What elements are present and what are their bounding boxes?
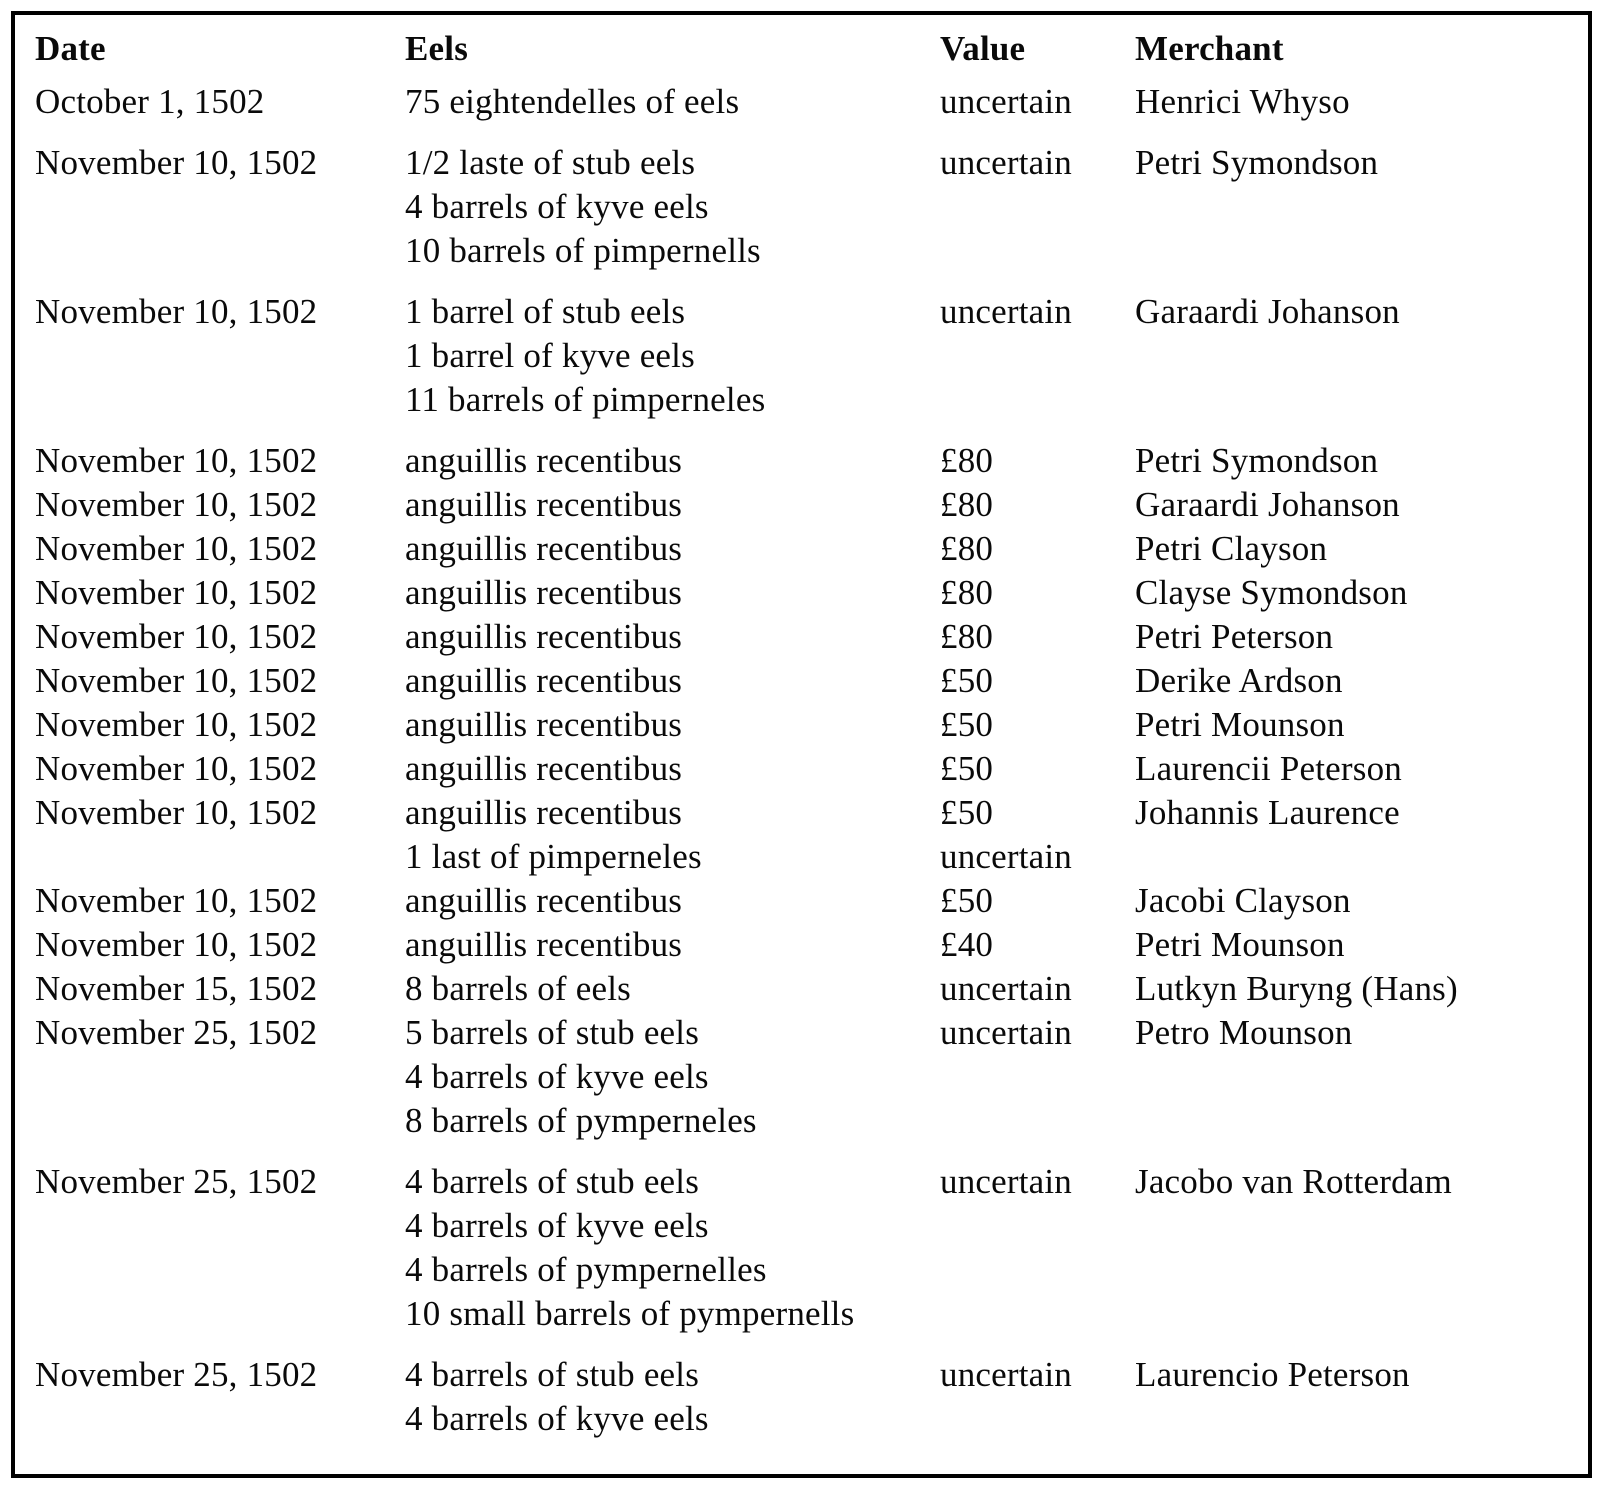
value-line: uncertain: [940, 969, 1073, 1008]
date-cell: November 10, 1502: [35, 925, 318, 964]
date-cell: November 10, 1502: [35, 143, 318, 182]
value-cell: [940, 923, 1135, 967]
eels-line: 1/2 laste of stub eels: [405, 143, 696, 182]
table-body: [35, 80, 1570, 1441]
eels-line: anguillis recentibus: [405, 925, 683, 964]
value-cell: [940, 967, 1135, 1011]
merchant-cell: Henrici Whyso: [1135, 82, 1350, 121]
value-line: £80: [940, 573, 994, 612]
column-header-merchant: Merchant: [1135, 29, 1284, 68]
eels-line: anguillis recentibus: [405, 793, 683, 832]
merchant-cell: Johannis Laurence: [1135, 793, 1400, 832]
value-cell: [940, 290, 1135, 334]
eels-cell: [405, 791, 940, 879]
eels-line: 4 barrels of kyve eels: [405, 187, 709, 226]
date-cell: November 10, 1502: [35, 661, 318, 700]
eels-line: 1 barrel of stub eels: [405, 292, 686, 331]
eels-cell: [405, 483, 940, 527]
eels-cell: [405, 80, 940, 124]
date-cell: October 1, 1502: [35, 82, 265, 121]
date-cell: November 10, 1502: [35, 529, 318, 568]
eels-cell: [405, 615, 940, 659]
eels-line: anguillis recentibus: [405, 617, 683, 656]
table-row: [35, 1353, 1570, 1441]
date-cell: November 15, 1502: [35, 969, 318, 1008]
eels-line: 8 barrels of eels: [405, 969, 631, 1008]
eels-cell: [405, 290, 940, 422]
eels-cell: [405, 747, 940, 791]
value-line: £50: [940, 881, 994, 920]
merchant-cell: Petro Mounson: [1135, 1013, 1353, 1052]
date-cell: November 10, 1502: [35, 485, 318, 524]
date-cell: November 25, 1502: [35, 1355, 318, 1394]
eels-line: anguillis recentibus: [405, 573, 683, 612]
value-line: £80: [940, 441, 994, 480]
table-row: [35, 571, 1570, 615]
value-cell: [940, 1011, 1135, 1055]
eels-line: anguillis recentibus: [405, 661, 683, 700]
value-line: uncertain: [940, 292, 1073, 331]
date-cell: November 10, 1502: [35, 705, 318, 744]
merchant-cell: Jacobi Clayson: [1135, 881, 1351, 920]
eels-line: 8 barrels of pymperneles: [405, 1101, 757, 1140]
date-cell: November 10, 1502: [35, 617, 318, 656]
eels-cell: [405, 571, 940, 615]
eels-table: [11, 11, 1592, 1478]
eels-line: anguillis recentibus: [405, 529, 683, 568]
eels-cell: [405, 879, 940, 923]
value-cell: [940, 747, 1135, 791]
eels-line: anguillis recentibus: [405, 749, 683, 788]
column-header-date: Date: [35, 29, 106, 68]
table-row: [35, 703, 1570, 747]
eels-cell: [405, 659, 940, 703]
eels-line: 1 last of pimperneles: [405, 837, 702, 876]
value-line: £80: [940, 617, 994, 656]
date-cell: November 10, 1502: [35, 573, 318, 612]
eels-line: 5 barrels of stub eels: [405, 1013, 700, 1052]
value-cell: [940, 483, 1135, 527]
value-line: uncertain: [940, 837, 1073, 876]
eels-line: 10 barrels of pimpernells: [405, 231, 761, 270]
value-cell: [940, 80, 1135, 124]
value-line: £50: [940, 793, 994, 832]
merchant-cell: Lutkyn Buryng (Hans): [1135, 969, 1458, 1008]
merchant-cell: Garaardi Johanson: [1135, 292, 1400, 331]
value-cell: [940, 141, 1135, 185]
value-cell: [940, 439, 1135, 483]
eels-line: anguillis recentibus: [405, 705, 683, 744]
merchant-cell: Garaardi Johanson: [1135, 485, 1400, 524]
eels-line: 75 eightendelles of eels: [405, 82, 740, 121]
eels-line: 4 barrels of pympernelles: [405, 1250, 767, 1289]
table-row: [35, 923, 1570, 967]
eels-line: 1 barrel of kyve eels: [405, 336, 695, 375]
date-cell: November 25, 1502: [35, 1013, 318, 1052]
value-cell: [940, 571, 1135, 615]
eels-cell: [405, 1011, 940, 1143]
table-row: [35, 615, 1570, 659]
merchant-cell: Petri Mounson: [1135, 925, 1345, 964]
date-cell: November 10, 1502: [35, 441, 318, 480]
date-cell: November 10, 1502: [35, 292, 318, 331]
eels-line: 4 barrels of kyve eels: [405, 1206, 709, 1245]
column-header-eels: Eels: [405, 29, 469, 68]
table-row: [35, 483, 1570, 527]
table-row: [35, 1011, 1570, 1143]
merchant-cell: Jacobo van Rotterdam: [1135, 1162, 1452, 1201]
table-row: [35, 967, 1570, 1011]
table-header-row: [35, 27, 1570, 71]
value-line: £40: [940, 925, 994, 964]
value-line: £50: [940, 661, 994, 700]
merchant-cell: Clayse Symondson: [1135, 573, 1408, 612]
merchant-cell: Laurencii Peterson: [1135, 749, 1402, 788]
table-row: [35, 1160, 1570, 1336]
value-line: uncertain: [940, 1162, 1073, 1201]
table-row: [35, 439, 1570, 483]
date-cell: November 10, 1502: [35, 793, 318, 832]
eels-line: anguillis recentibus: [405, 881, 683, 920]
merchant-cell: Laurencio Peterson: [1135, 1355, 1410, 1394]
value-cell: [940, 1353, 1135, 1397]
eels-cell: [405, 967, 940, 1011]
merchant-cell: Petri Mounson: [1135, 705, 1345, 744]
eels-line: 11 barrels of pimperneles: [405, 380, 766, 419]
value-cell: [940, 659, 1135, 703]
value-cell: [940, 879, 1135, 923]
eels-cell: [405, 141, 940, 273]
table-row: [35, 879, 1570, 923]
column-header-value: Value: [940, 29, 1026, 68]
value-cell: [940, 615, 1135, 659]
eels-line: 10 small barrels of pympernells: [405, 1294, 855, 1333]
table-row: [35, 527, 1570, 571]
eels-line: 4 barrels of kyve eels: [405, 1399, 709, 1438]
value-line: £80: [940, 485, 994, 524]
value-line: uncertain: [940, 1355, 1073, 1394]
table-row: [35, 80, 1570, 124]
date-cell: November 10, 1502: [35, 749, 318, 788]
value-line: uncertain: [940, 82, 1073, 121]
merchant-cell: Petri Symondson: [1135, 143, 1379, 182]
eels-cell: [405, 1353, 940, 1441]
eels-cell: [405, 439, 940, 483]
eels-line: anguillis recentibus: [405, 441, 683, 480]
table-row: [35, 659, 1570, 703]
table-row: [35, 747, 1570, 791]
value-cell: [940, 1160, 1135, 1204]
eels-cell: [405, 527, 940, 571]
merchant-cell: Derike Ardson: [1135, 661, 1343, 700]
value-line: uncertain: [940, 1013, 1073, 1052]
merchant-cell: Petri Peterson: [1135, 617, 1334, 656]
eels-cell: [405, 923, 940, 967]
table-row: [35, 141, 1570, 273]
value-cell: [940, 703, 1135, 747]
merchant-cell: Petri Clayson: [1135, 529, 1328, 568]
eels-line: anguillis recentibus: [405, 485, 683, 524]
value-cell: [940, 527, 1135, 571]
eels-line: 4 barrels of kyve eels: [405, 1057, 709, 1096]
table-row: [35, 290, 1570, 422]
table-row: [35, 791, 1570, 879]
date-cell: November 10, 1502: [35, 881, 318, 920]
eels-cell: [405, 1160, 940, 1336]
value-line: £50: [940, 705, 994, 744]
value-cell: [940, 791, 1135, 879]
merchant-cell: Petri Symondson: [1135, 441, 1379, 480]
date-cell: November 25, 1502: [35, 1162, 318, 1201]
eels-cell: [405, 703, 940, 747]
value-line: £80: [940, 529, 994, 568]
value-line: £50: [940, 749, 994, 788]
eels-line: 4 barrels of stub eels: [405, 1162, 700, 1201]
eels-line: 4 barrels of stub eels: [405, 1355, 700, 1394]
value-line: uncertain: [940, 143, 1073, 182]
